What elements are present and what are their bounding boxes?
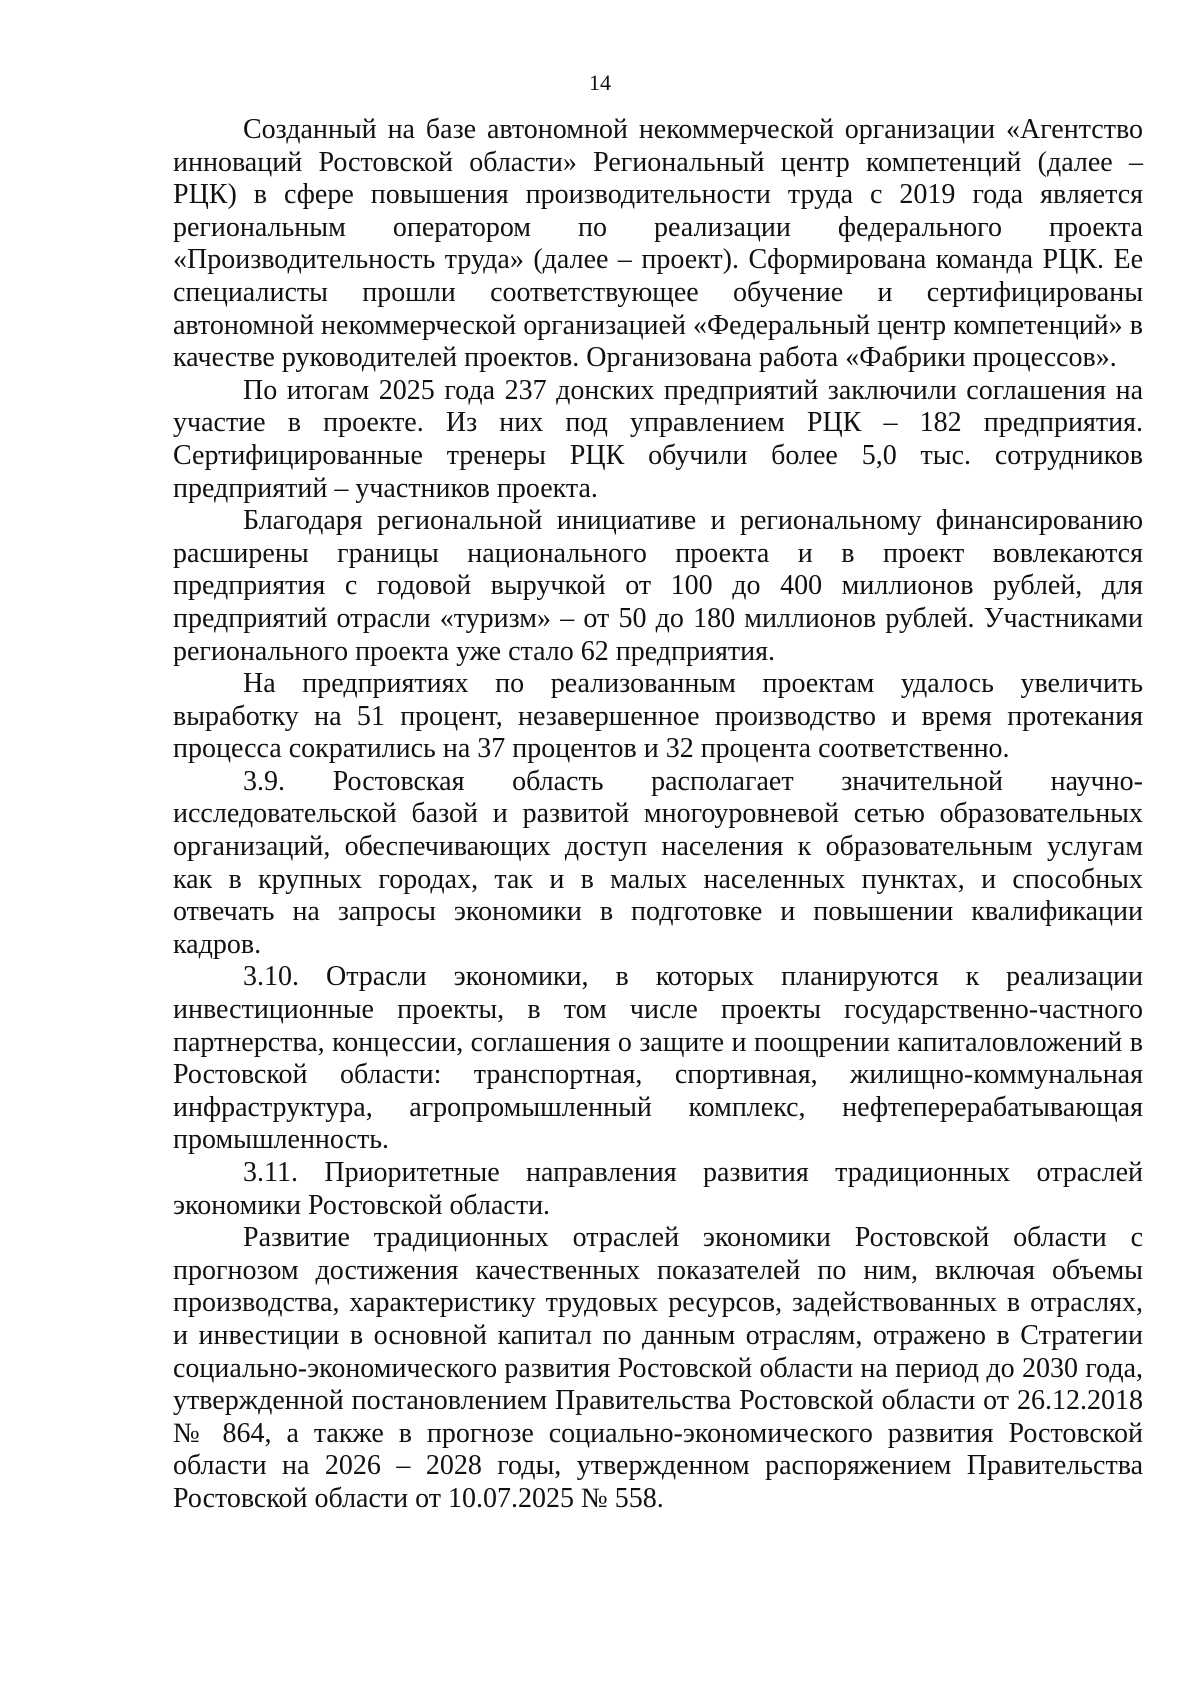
paragraph-rck-intro: Созданный на базе автономной некоммерческой организации «Агентство инноваций Ростовской области» Региональный центр компетенций (далее – РЦК) в сфере повышения производительности труда с 2019 года является региональным оператором по реализации федерального проекта «Производительность труда» (далее – проект). Сформирована команда РЦК. Ее специалисты прошли соответствующее обучение и сертифицированы автономной некоммерческой организацией «Федеральный центр компетенций» в качестве руководителей проектов. Организована работа «Фабрики процессов».: [173, 114, 1143, 374]
paragraph-productivity-results: На предприятиях по реализованным проектам удалось увеличить выработку на 51 процент, незавершенное производство и время протекания процесса сократились на 37 процентов и 32 процента соответственно.: [173, 668, 1143, 765]
paragraph-traditional-industries: Развитие традиционных отраслей экономики Ростовской области с прогнозом достижения качественных показателей по ним, включая объемы производства, характеристику трудовых ресурсов, задействованных в отраслях, и инвестиции в основной капитал по данным отраслям, отражено в Стратегии социально-экономического развития Ростовской области на период до 2030 года, утвержденной постановлением Правительства Ростовской области от 26.12.2018 № 864, а также в прогнозе социально-экономического развития Ростовской области на 2026 – 2028 годы, утвержденном распоряжением Правительства Ростовской области от 10.07.2025 № 558.: [173, 1222, 1143, 1514]
paragraph-section-3-11: 3.11. Приоритетные направления развития традиционных отраслей экономики Ростовской области.: [173, 1157, 1143, 1221]
paragraph-section-3-9: 3.9. Ростовская область располагает значительной научно-исследовательской базой и развитой многоуровневой сетью образовательных организаций, обеспечивающих доступ населения к образовательным услугам как в крупных городах, так и в малых населенных пунктах, и способных отвечать на запросы экономики в подготовке и повышении квалификации кадров.: [173, 765, 1143, 960]
paragraph-regional-initiative: Благодаря региональной инициативе и региональному финансированию расширены границы национального проекта и в проект вовлекаются предприятия с годовой выручкой от 100 до 400 миллионов рублей, для предприятий отрасли «туризм» – от 50 до 180 миллионов рублей. Участниками регионального проекта уже стало 62 предприятия.: [173, 505, 1143, 667]
paragraph-section-3-10: 3.10. Отрасли экономики, в которых планируются к реализации инвестиционные проекты, в том числе проекты государственно-частного партнерства, концессии, соглашения о защите и поощрении капиталовложений в Ростовской области: транспортная, спортивная, жилищно-коммунальная инфраструктура, агропромышленный комплекс, нефтеперерабатывающая промышленность.: [173, 961, 1143, 1156]
document-body: [173, 114, 1143, 1516]
page-number: 14: [589, 70, 611, 95]
paragraph-2025-results: По итогам 2025 года 237 донских предприятий заключили соглашения на участие в проекте. Из них под управлением РЦК – 182 предприятия. Сертифицированные тренеры РЦК обучили более 5,0 тыс. сотрудников предприятий – участников проекта.: [173, 374, 1143, 504]
